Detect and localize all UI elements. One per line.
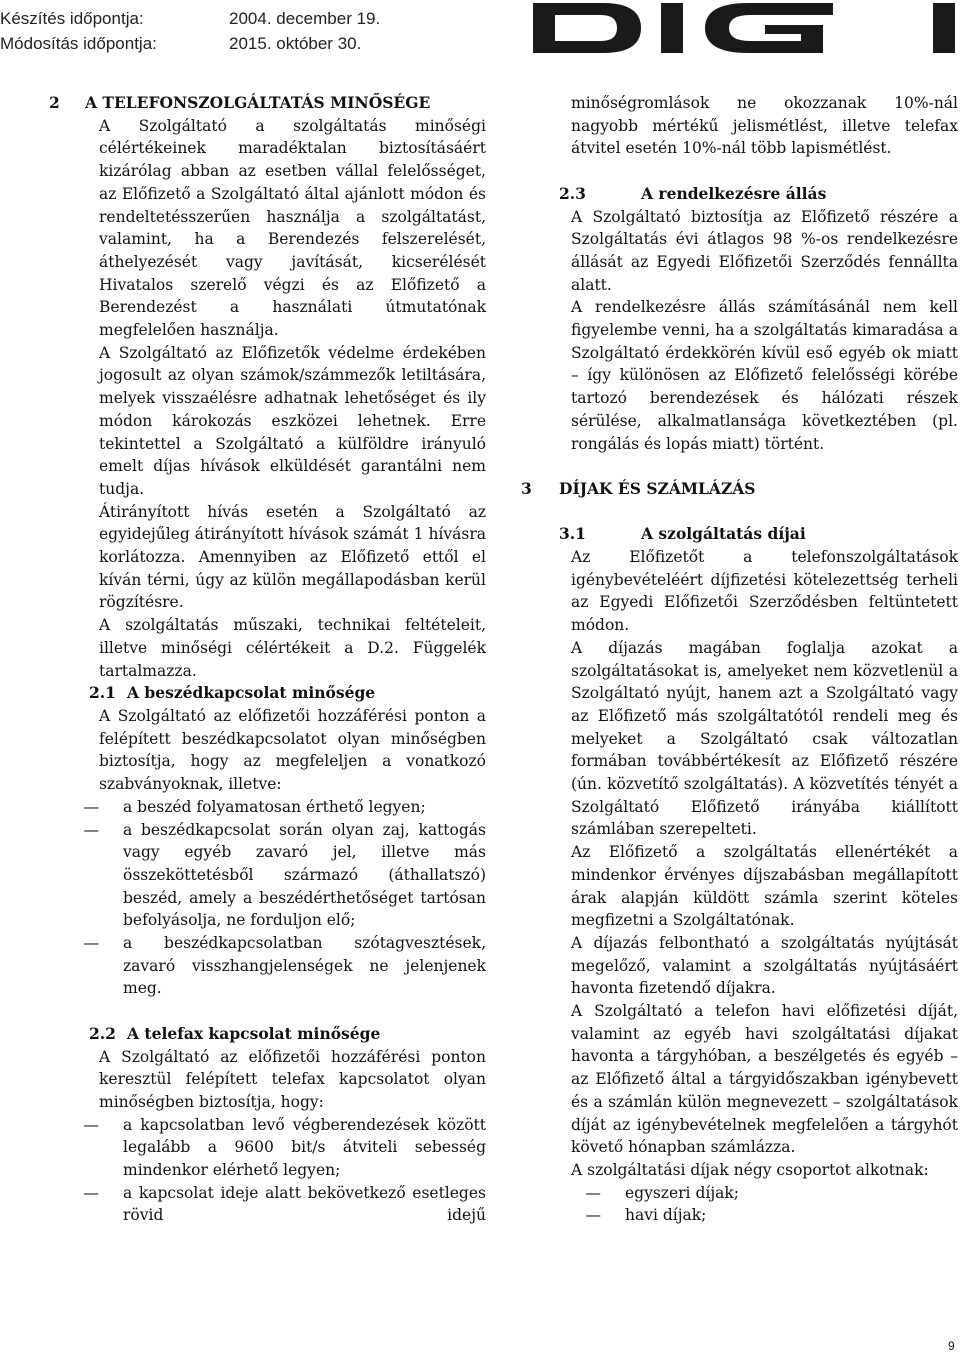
modified-label: Módosítás időpontja: [0, 34, 157, 53]
section-title: A TELEFONSZOLGÁLTATÁS MINŐSÉGE [85, 93, 431, 112]
dash-bullet: — [83, 797, 99, 816]
dash-bullet: — [83, 934, 99, 953]
dash-bullet: — [585, 1183, 601, 1202]
subsection-2-2-heading [49, 1023, 486, 1046]
section-number: 3 [521, 478, 532, 498]
list-item: — a beszédkapcsolat során olyan zaj, kattogás vagy egyéb zavaró jel, illetve más összeköttetésből származó (áthallatszó) beszéd, amely a beszédérthetőséget tartósan befolyásolja, ne forduljon elő; [49, 819, 486, 933]
created-label: Készítés időpontja: [0, 9, 144, 28]
paragraph: A szolgáltatási díjak négy csoportot alkotnak: [571, 1161, 929, 1179]
paragraph: A Szolgáltató a telefon havi előfizetési díját, valamint az egyéb havi szolgáltatási díjakat havonta a tárgyhóban, a beszélgetés és egyéb – az Előfizető által a tárgyidőszakban igénybevett és a számlán külön megnevezett – szolgáltatások díját az igénybevételnek megfelelően a tárgyhót követő hónapban számlázza. [571, 1002, 958, 1157]
paragraph: Átirányított hívás esetén a Szolgáltató az egyidejűleg átirányított hívások számát 1 hívásra korlátozza. Amennyiben az Előfizető ettől el kíván térni, úgy az külön megállapodásban kerül rögzítésre. [99, 502, 486, 612]
digi-logo [533, 3, 957, 53]
paragraph: A díjazás felbontható a szolgáltatás nyújtását megelőző, valamint a szolgáltatás nyújtásáért havonta fizetendő díjakra. [571, 933, 958, 998]
right-column [521, 92, 958, 1227]
paragraph: A Szolgáltató a szolgáltatás minőségi célértékeinek maradéktalan biztosításáért kizárólag abban az esetben vállal felelősséget, az Előfizető a Szolgáltató által ajánlott módon és rendeltetésszerűen használja a szolgáltatást, valamint, ha a Berendezés felszerelését, áthelyezését vagy javítását, kicserélését Hivatalos szerelő végzi és az Előfizető a Berendezést a használati útmutatónak megfelelően használja. [99, 116, 486, 340]
subsection-number: 2.3 [559, 183, 586, 203]
list-item: — egyszeri díjak; [521, 1182, 958, 1205]
subsection-2-3-heading [521, 183, 958, 206]
subsection-number: 2.2 [89, 1023, 116, 1043]
paragraph: A rendelkezésre állás számításánál nem kell figyelembe venni, ha a szolgáltatás kimaradása a Szolgáltató érdekkörén kívül eső egyéb ok miatt – így különösen az Előfizető felelősségi körébe tartozó berendezések és hálózati részek sérülése, alkalmatlansága következtében (pl. rongálás és lopás miatt) történt. [571, 298, 958, 453]
section-title: DÍJAK ÉS SZÁMLÁZÁS [559, 478, 756, 498]
subsection-title: A szolgáltatás díjai [641, 524, 806, 544]
section-2-heading [49, 92, 486, 115]
subsection-title: A beszédkapcsolat minősége [127, 683, 376, 703]
section-number: 2 [49, 93, 60, 112]
list-item: — a beszéd folyamatosan érthető legyen; [49, 796, 486, 819]
paragraph: A Szolgáltató az Előfizetők védelme érdekében jogosult az olyan számok/számmezők letiltására, melyek visszaélésre adhatnak lehetőséget és ily módon károkozás eszközei lehetnek. Erre tekintettel a Szolgáltató a külföldre irányuló emelt díjas hívások elküldését garantálni nem tudja. [99, 343, 486, 498]
paragraph: Az Előfizető a szolgáltatás ellenértékét a mindenkor érvényes díjszabásban megállapított árak alapján küldött számla szerint köteles megfizetni a Szolgáltatónak. [571, 843, 958, 930]
list-item: — a beszédkapcsolatban szótagvesztések, zavaró visszhangjelenségek ne jelenjenek meg. [49, 932, 486, 1000]
page-number: 9 [948, 1339, 955, 1353]
section-3-heading [521, 478, 958, 501]
subsection-title: A rendelkezésre állás [641, 183, 827, 203]
paragraph: A szolgáltatás műszaki, technikai feltételeit, illetve minőségi célértékeit a D.2. Függelék tartalmazza. [99, 616, 486, 680]
paragraph: Az Előfizetőt a telefonszolgáltatások igénybevételéért díjfizetési kötelezettség terheli az Egyedi Előfizetői Szerződésben feltüntetett módon. [571, 548, 958, 635]
dash-bullet: — [83, 1115, 99, 1134]
dash-bullet: — [585, 1206, 601, 1225]
paragraph: A Szolgáltató az előfizetői hozzáférési ponton keresztül felépített telefax kapcsolatot olyan minőségben biztosítja, hogy: [99, 1047, 486, 1111]
subsection-3-1-heading [521, 523, 958, 546]
paragraph: A Szolgáltató az előfizetői hozzáférési ponton a felépített beszédkapcsolatot olyan minőségben biztosítja, hogy az megfeleljen a vonatkozó szabványoknak, illetve: [99, 706, 486, 794]
paragraph: minőségromlások ne okozzanak 10%-nál nagyobb mértékű jelismétlést, illetve telefax átvitel esetén 10%-nál több lapismétlést. [571, 94, 958, 158]
created-value: 2004. december 19. [229, 9, 381, 28]
left-column [49, 92, 486, 1227]
dash-bullet: — [83, 820, 99, 839]
list-item: — a kapcsolatban levő végberendezések között legalább a 9600 bit/s átviteli sebesség mindenkor elérhető legyen; [49, 1114, 486, 1182]
subsection-number: 2.1 [89, 683, 116, 703]
subsection-number: 3.1 [559, 524, 586, 544]
modified-value: 2015. október 30. [229, 34, 362, 53]
paragraph: A díjazás magában foglalja azokat a szolgáltatásokat is, amelyeket nem közvetlenül a Szolgáltató nyújt, hanem azt a Szolgáltató vagy az Előfizető más szolgáltatótól rendeli meg és melyeket a Szolgáltató csak változatlan formában továbbértékesít az Előfizető részére (ún. közvetítő szolgáltatás). A közvetítés tényét a Szolgáltató Előfizető irányába kiállított számlában szerepelteti. [571, 638, 958, 839]
list-item: — havi díjak; [521, 1204, 958, 1227]
list-item: — a kapcsolat ideje alatt bekövetkező esetleges rövid idejű [49, 1182, 486, 1227]
dash-bullet: — [83, 1183, 99, 1202]
subsection-title: A telefax kapcsolat minősége [127, 1023, 381, 1043]
subsection-2-1-heading [49, 682, 486, 705]
paragraph: A Szolgáltató biztosítja az Előfizető részére a Szolgáltatás évi átlagos 98 %-os rendelkezésre állását az Egyedi Előfizetői Szerződés fennállta alatt. [571, 207, 958, 294]
